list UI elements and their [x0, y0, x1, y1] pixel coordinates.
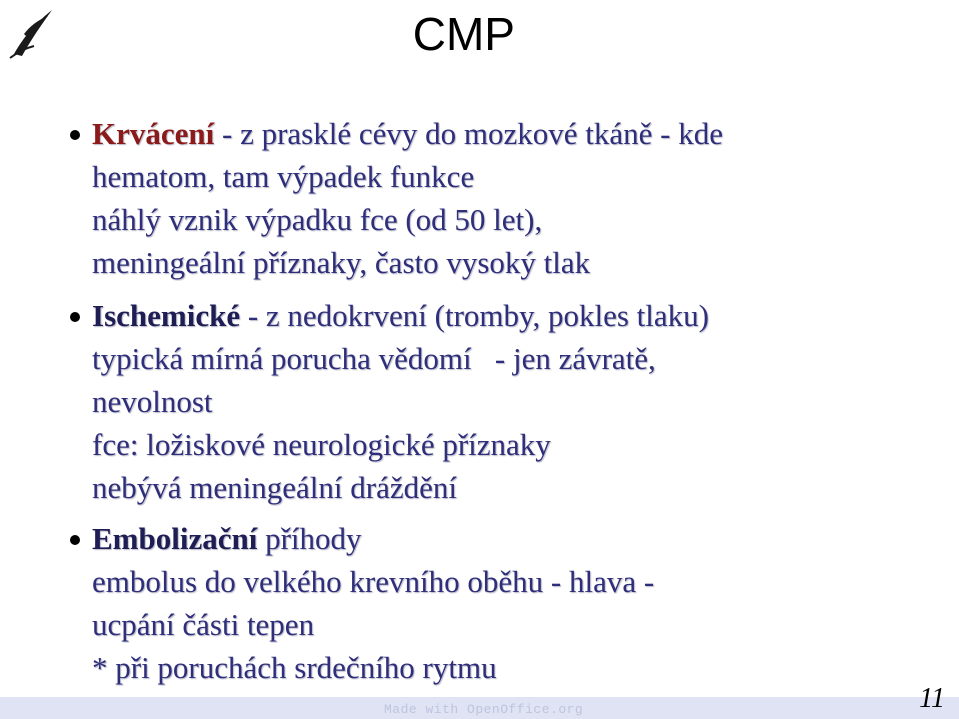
- bullet-dot: [70, 312, 80, 322]
- bullet-heading: [92, 517, 930, 560]
- bullet-heading-rest: - z prasklé cévy do mozkové tkáně - kde: [214, 116, 723, 151]
- bullet-line: typická mírná porucha vědomí - jen závratě,: [92, 341, 656, 376]
- bullet-line: náhlý vznik výpadku fce (od 50 let),: [92, 202, 543, 237]
- bullet-line: nevolnost: [92, 384, 213, 419]
- bullet-line: fce: ložiskové neurologické příznaky: [92, 427, 551, 462]
- bullet-heading: [92, 294, 930, 337]
- bullet-line: embolus do velkého krevního oběhu - hlava -: [92, 564, 655, 599]
- bullet-ischemicke: [70, 294, 930, 509]
- bullet-keyword: Krvácení: [92, 116, 215, 151]
- slide-content: [70, 112, 930, 689]
- page-number: 11: [919, 683, 945, 714]
- slide-title: CMP: [412, 8, 515, 60]
- bullet-embolizacni: [70, 517, 930, 689]
- bullet-dot: [70, 130, 80, 140]
- bullet-line: nebývá meningeální dráždění: [92, 470, 457, 505]
- footer-bar: [0, 697, 959, 719]
- bullet-line: ucpání části tepen: [92, 607, 315, 642]
- bullet-krvaceni: [70, 112, 930, 284]
- bullet-keyword: Embolizační: [92, 521, 258, 556]
- bullet-line: hematom, tam výpadek funkce: [92, 159, 475, 194]
- bullet-heading: [92, 112, 930, 155]
- bullet-heading-rest: příhody: [257, 521, 362, 556]
- bullet-line: meningeální příznaky, často vysoký tlak: [92, 245, 591, 280]
- bullet-keyword: Ischemické: [92, 298, 241, 333]
- bullet-dot: [70, 535, 80, 545]
- bullet-heading-rest: - z nedokrvení (tromby, pokles tlaku): [240, 298, 709, 333]
- footer-credit: Made with OpenOffice.org: [384, 702, 584, 717]
- bullet-line: * při poruchách srdečního rytmu: [92, 650, 497, 685]
